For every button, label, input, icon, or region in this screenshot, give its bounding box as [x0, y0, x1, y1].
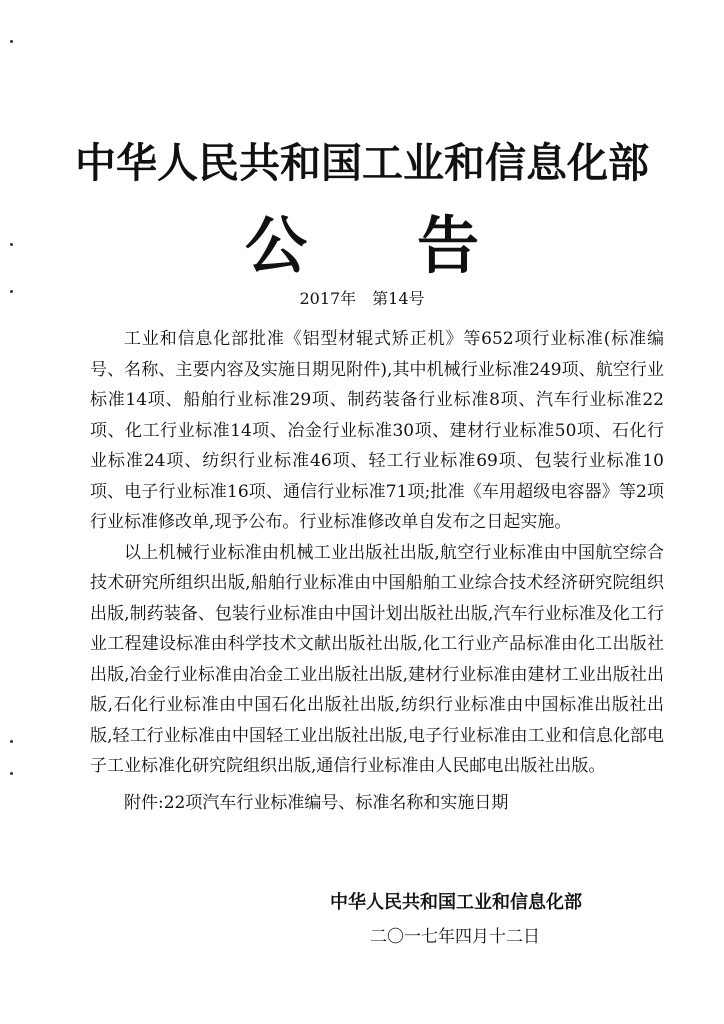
issuer-header: 中华人民共和国工业和信息化部	[75, 139, 649, 187]
signature-issuer: 中华人民共和国工业和信息化部	[330, 892, 582, 913]
margin-mark	[10, 40, 13, 43]
notice-heading: 公告	[244, 209, 589, 282]
margin-mark	[10, 740, 13, 743]
document-number: 2017年 第14号	[299, 289, 425, 308]
margin-mark	[10, 772, 13, 775]
body-paragraph: 以上机械行业标准由机械工业出版社出版,航空行业标准由中国航空综合技术研究所组织出版,船舶行业标准由中国船舶工业综合技术经济研究院组织出版,制药装备、包装行业标准由中国计划出版社出版,汽车行业标准及化工行业工程建设标准由科学技术文献出版社出版,化工行业产品标准由化工出版社出版,冶金行业标准由冶金工业出版社出版,建材行业标准由建材工业出版社出版,石化行业标准由中国石化出版社出版,纺织行业标准由中国标准出版社出版,轻工行业标准由中国轻工业出版社出版,电子行业标准由工业和信息化部电子工业标准化研究院组织出版,通信行业标准由人民邮电出版社出版。	[90, 542, 664, 776]
signature-date: 二〇一七年四月十二日	[370, 927, 540, 947]
body-paragraph: 工业和信息化部批准《铝型材辊式矫正机》等652项行业标准(标准编号、名称、主要内容及实施日期见附件),其中机械行业标准249项、航空行业标准14项、船舶行业标准29项、制药装备行业标准8项、汽车行业标准22项、化工行业标准14项、冶金行业标准30项、建材行业标准50项、石化行业标准24项、纺织行业标准46项、轻工行业标准69项、包装行业标准10项、电子行业标准16项、通信行业标准71项;批准《车用超级电容器》等2项行业标准修改单,现予公布。行业标准修改单自发布之日起实施。	[90, 329, 664, 532]
notice-body	[90, 324, 664, 818]
attachment-line: 附件:22项汽车行业标准编号、标准名称和实施日期	[124, 792, 509, 813]
